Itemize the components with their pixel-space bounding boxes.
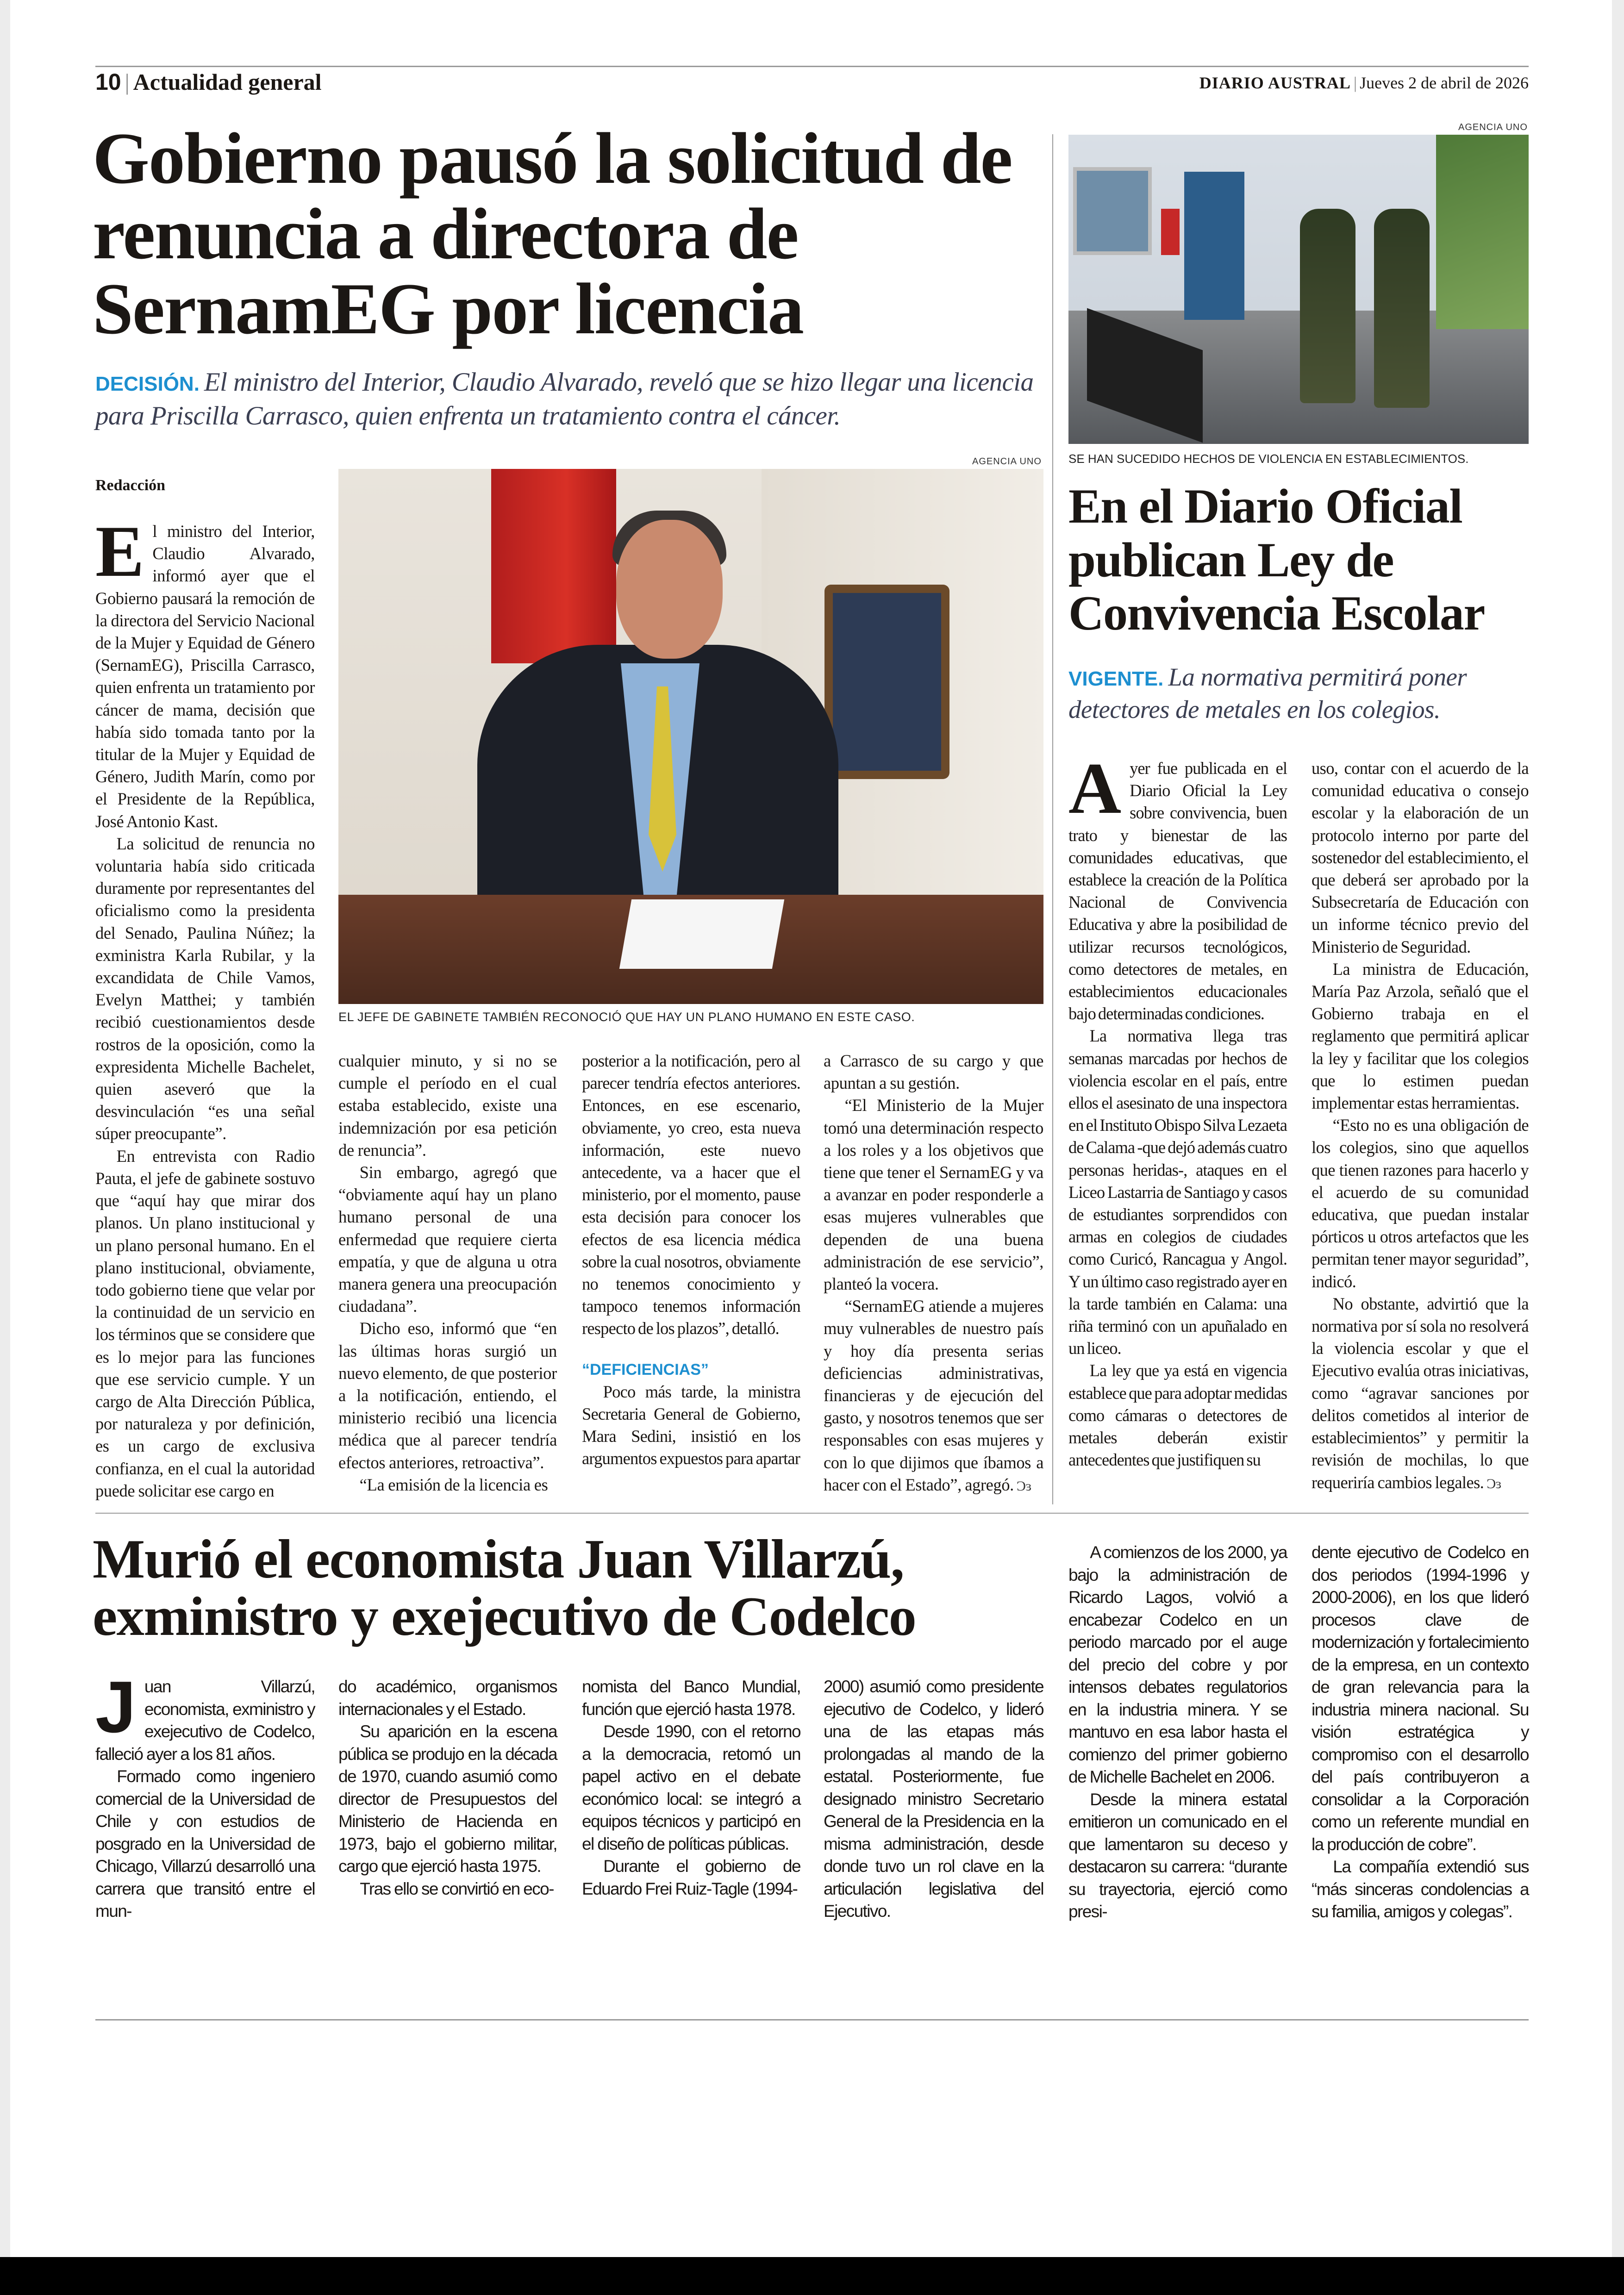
viewer-bottom-bar xyxy=(0,2257,1624,2295)
paragraph xyxy=(338,1317,557,1473)
paragraph xyxy=(582,1721,800,1855)
main-headline: Gobierno pausó la solicitud de renuncia a directora de SernamEG por licencia xyxy=(93,118,1012,350)
drop-cap: A xyxy=(1068,748,1122,829)
main-photo-caption: EL JEFE DE GABINETE TAMBIÉN RECONOCIÓ QUE HAY UN PLANO HUMANO EN ESTE CASO. xyxy=(338,1010,915,1024)
paragraph xyxy=(1312,757,1529,958)
paragraph-text: “La emisión de la licencia es xyxy=(359,1475,548,1494)
bottom-column-4 xyxy=(824,1676,1043,1923)
paragraph xyxy=(338,1050,557,1161)
page-edge-right xyxy=(1612,0,1624,2257)
bottom-column-5 xyxy=(1068,1541,1287,1923)
paragraph xyxy=(582,1050,800,1340)
right-photo-credit: AGENCIA UNO xyxy=(1458,122,1528,132)
bottom-column-6 xyxy=(1312,1541,1529,1923)
paragraph xyxy=(824,1050,1043,1094)
column-divider xyxy=(1052,134,1053,1504)
paragraph xyxy=(338,1161,557,1317)
paragraph-text: a Carrasco de su cargo y que apuntan a su gestión. xyxy=(824,1051,1043,1093)
right-deck xyxy=(1068,661,1531,726)
paragraph xyxy=(582,1855,800,1900)
right-kicker: VIGENTE. xyxy=(1068,667,1164,690)
paragraph-text: nomista del Banco Mundial, función que ejerció hasta 1978. xyxy=(582,1677,800,1719)
paragraph-text: uan Villarzú, economista, exministro y exejecutivo de Codelco, falleció ayer a los 81 años. xyxy=(95,1677,315,1764)
paragraph xyxy=(1068,1789,1287,1923)
paragraph-text: Formado como ingeniero comercial de la Universidad de Chile y con estudios de posgrado en la Universidad de Chicago, Villarzú desarrolló una carrera que transitó entre el mun- xyxy=(95,1767,315,1921)
paragraph xyxy=(1068,1025,1287,1360)
soldier-shape xyxy=(1300,209,1355,403)
subheading: “DEFICIENCIAS” xyxy=(582,1360,709,1378)
paragraph-text: Desde la minera estatal emitieron un comunicado en el que lamentaron su deceso y destacaron su carrera: “durante su trayectoria, ejerció como presi- xyxy=(1068,1790,1287,1921)
paragraph-text: Dicho eso, informó que “en las últimas horas surgió un nuevo elemento, de que posterior a la notificación, entiendo, el ministerio recibió una licencia médica que al parecer tendría efectos anteriores, retroactiva”. xyxy=(338,1319,557,1472)
paragraph-text: “El Ministerio de la Mujer tomó una determinación respecto a los roles y a los objetivos que tiene que tener el SernamEG y va a avanzar en poder responderle a esas mujeres vulnerables que dependen de una buena administración de ese servicio”, planteó la vocera. xyxy=(824,1096,1043,1294)
main-deck-text: El ministro del Interior, Claudio Alvarado, reveló que se hizo llegar una licencia para Priscilla Carrasco, quien enfrenta un tratamiento contra el cáncer. xyxy=(95,368,1034,430)
paragraph xyxy=(1312,1293,1529,1495)
header-rule xyxy=(95,66,1529,67)
paragraph-text: En entrevista con Radio Pauta, el jefe de gabinete sostuvo que “aquí hay que mirar dos planos. Un plano institucional y un plano personal humano. En el plano institucional, obviamente, todo gobierno tiene que velar por la continuidad de un servicio en los términos que se considere que es lo mejor para las funciones que ese servicio cumple. Y un cargo de Alta Dirección Pública, por naturaleza y por definición, es un cargo de exclusiva confianza, en el cual la autoridad puede solicitar ese cargo en xyxy=(95,1146,315,1500)
soldier-shape xyxy=(1374,209,1430,408)
paragraph-text: Poco más tarde, la ministra Secretaria General de Gobierno, Mara Sedini, insistió en los argumentos expuestos para apartar xyxy=(582,1382,800,1468)
right-column-1 xyxy=(1068,748,1287,1472)
paragraph-text: Su aparición en la escena pública se produjo en la década de 1970, cuando asumió como director de Presupuestos del Ministerio de Hacienda en 1973, bajo el gobierno militar, cargo que ejerció hasta 1975. xyxy=(338,1722,557,1876)
page-number: 10 xyxy=(95,69,121,95)
main-column-3 xyxy=(582,1050,800,1470)
paragraph xyxy=(338,1676,557,1721)
section-header: 10 | Actualidad general xyxy=(95,69,322,95)
right-column-2 xyxy=(1312,757,1529,1495)
main-column-1 xyxy=(95,511,315,1502)
end-of-article-icon: Ɔɜ xyxy=(1016,1478,1031,1494)
paragraph-text: do académico, organismos internacionales y el Estado. xyxy=(338,1677,557,1719)
bottom-rule xyxy=(95,2019,1529,2021)
paragraph-text: Sin embargo, agregó que “obviamente aquí hay un plano humano personal de una enfermedad que requiere cierta empatía, y que de alguna u otra manera genera una preocupación ciudadana”. xyxy=(338,1163,557,1316)
main-column-4 xyxy=(824,1050,1043,1497)
paragraph-text: Tras ello se convirtió en eco- xyxy=(360,1879,554,1898)
paragraph xyxy=(338,1878,557,1901)
byline: Redacción xyxy=(95,477,166,494)
main-photo xyxy=(338,469,1043,1004)
right-photo-caption: SE HAN SUCEDIDO HECHOS DE VIOLENCIA EN ESTABLECIMIENTOS. xyxy=(1068,452,1469,466)
paragraph xyxy=(1068,1360,1287,1471)
main-kicker: DECISIÓN. xyxy=(95,373,200,395)
main-deck xyxy=(95,366,1052,433)
page-edge-left xyxy=(0,0,10,2257)
paragraph-text: 2000) asumió como presidente ejecutivo de Codelco, y lideró una de las etapas más prolongadas al mando de la estatal. Posteriormente, fue designado ministro Secretario General de la Presidencia en la misma administración, desde donde tuvo un rol clave en la articulación legislativa del Ejecutivo. xyxy=(824,1677,1043,1921)
issue-date: Jueves 2 de abril de 2026 xyxy=(1360,74,1529,92)
main-photo-credit: AGENCIA UNO xyxy=(972,456,1042,467)
paragraph xyxy=(824,1295,1043,1497)
paragraph xyxy=(1068,1541,1287,1789)
newspaper-name: DIARIO AUSTRAL xyxy=(1199,74,1351,92)
paragraph-text: “Esto no es una obligación de los colegios, sino que aquellos que tienen razones para hacerlo y el acuerdo de su comunidad educativa, que puedan instalar pórticos u otros artefactos que les permitan tener mayor seguridad”, indicó. xyxy=(1312,1116,1529,1291)
paragraph-text: La ministra de Educación, María Paz Arzola, señaló que el Gobierno trabaja en el reglamento que permitirá aplicar la ley y facilitar que los colegios que lo estimen puedan implementar estas herramientas. xyxy=(1312,959,1529,1113)
flag-shape xyxy=(491,469,616,663)
paragraph-text: “SernamEG atiende a mujeres muy vulnerables de nuestro país y hoy día presenta serias deficiencias administrativas, financieras y de ejecución del gasto, y nosotros tenemos que ser responsables con esas mujeres y con lo que dijimos que íbamos a hacer con el Estado”, agregó. xyxy=(824,1297,1043,1494)
main-column-2 xyxy=(338,1050,557,1496)
paragraph xyxy=(582,1381,800,1470)
bottom-column-3 xyxy=(582,1676,800,1900)
section-name: Actualidad general xyxy=(133,69,322,95)
paragraph-text: Durante el gobierno de Eduardo Frei Ruiz-Tagle (1994- xyxy=(582,1857,800,1898)
paragraph xyxy=(1312,1541,1529,1856)
paragraph-text: yer fue publicada en el Diario Oficial la Ley sobre convivencia, buen trato y bienestar de las comunidades educativas, que establece la creación de la Política Nacional de Convivencia Educativa y abre la posibilidad de utilizar recursos tecnológicos, como detectores de metales, en establecimientos educacionales bajo determinadas condiciones. xyxy=(1068,759,1287,1023)
right-deck-text: La normativa permitirá poner detectores de metales en los colegios. xyxy=(1068,663,1467,724)
newspaper-header: DIARIO AUSTRAL | Jueves 2 de abril de 2026 xyxy=(1199,74,1529,92)
paragraph-text: La normativa llega tras semanas marcadas por hechos de violencia escolar en el país, entre ellos el asesinato de una inspectora en el Instituto Obispo Silva Lezaeta de Calama -que dejó además cuatro personas heridas-, ataques en el Liceo Lastarria de Santiago y casos de estudiantes sorprendidos con armas en colegios de ciudades como Curicó, Rancagua y Angol. Y un último caso registrado ayer en la tarde también en Calama: una riña terminó con un apuñalado en un liceo. xyxy=(1068,1026,1287,1358)
drop-cap: E xyxy=(95,511,144,592)
paragraph xyxy=(95,833,315,1145)
paragraph xyxy=(1312,958,1529,1114)
paragraph-text: Desde 1990, con el retorno a la democracia, retomó un papel activo en el debate económico local: se integró a equipos técnicos y participó en el diseño de políticas públicas. xyxy=(582,1722,800,1853)
paragraph-text: uso, contar con el acuerdo de la comunidad educativa o consejo escolar y la elaboración de un protocolo interno por parte del sostenedor del establecimiento, el que deberá ser aprobado por la Subsecretaría de Educación con un informe técnico previo del Ministerio de Seguridad. xyxy=(1312,759,1529,956)
paragraph xyxy=(95,1145,315,1502)
paragraph-text: l ministro del Interior, Claudio Alvarado, informó ayer que el Gobierno pausará la remoción de la directora del Servicio Nacional de la Mujer y Equidad de Género (SernamEG), Priscilla Carrasco, quien enfrenta un tratamiento por cáncer de mama, decisión que había sido tomada tanto por la titular de la Mujer y Equidad de Género, Judith Marín, como por el Presidente de la República, José Antonio Kast. xyxy=(95,522,315,831)
paragraph xyxy=(338,1721,557,1878)
bottom-column-1 xyxy=(95,1666,315,1923)
drop-cap: J xyxy=(95,1666,136,1748)
bottom-headline: Murió el economista Juan Villarzú, exministro y exejecutivo de Codelco xyxy=(93,1528,916,1647)
paragraph-text: La solicitud de renuncia no voluntaria había sido criticada duramente por representantes del oficialismo como la presidenta del Senado, Paulina Núñez; la exministra Karla Rubilar, y la excandidata de Chile Vamos, Evelyn Matthei; y también recibió cuestionamientos desde rostros de la oposición, como la expresidenta Michelle Bachelet, quien aseveró que la desvinculación “es una señal súper preocupante”. xyxy=(95,834,315,1143)
paragraph-text: No obstante, advirtió que la normativa por sí sola no resolverá la violencia escolar y que el Ejecutivo evalúa otras iniciativas, como “agravar sanciones por delitos cometidos al interior de establecimientos” y permitir la revisión de mochilas, lo que requeriría cambios legales. xyxy=(1312,1294,1529,1492)
paragraph-text: cualquier minuto, y si no se cumple el período en el cual estaba establecido, existe una indemnización por esa petición de renuncia”. xyxy=(338,1051,557,1160)
paragraph-text: dente ejecutivo de Codelco en dos periodos (1994-1996 y 2000-2006), en los que lideró procesos clave de modernización y fortalecimiento de la empresa, en un contexto de gran relevancia para la industria minera nacional. Su visión estratégica y compromiso con el desarrollo del país contribuyeron a consolidar a la Corporación como un referente mundial en la producción de cobre”. xyxy=(1312,1543,1529,1854)
right-headline: En el Diario Oficial publican Ley de Convivencia Escolar xyxy=(1068,479,1485,641)
paragraph xyxy=(824,1094,1043,1295)
paragraph xyxy=(582,1676,800,1721)
paragraph xyxy=(824,1676,1043,1923)
paragraph xyxy=(1312,1856,1529,1923)
bottom-column-2 xyxy=(338,1676,557,1900)
right-photo xyxy=(1068,135,1529,444)
paragraph-text: posterior a la notificación, pero al parecer tendría efectos anteriores. Entonces, en ese escenario, obviamente, yo creo, esta nueva información, este nuevo antecedente, va a hacer que el ministerio, por el momento, pause esta decisión para conocer los efectos de esa licencia médica sobre la cual nosotros, obviamente no tenemos conocimiento y tampoco tenemos información respecto de los plazos”, detalló. xyxy=(582,1051,800,1338)
article-separator xyxy=(95,1513,1529,1514)
paragraph-text: La ley que ya está en vigencia establece que para adoptar medidas como cámaras o detectores de metales deberán existir antecedentes que justifiquen su xyxy=(1068,1361,1287,1470)
paragraph xyxy=(338,1474,557,1496)
paragraph xyxy=(1312,1114,1529,1293)
end-of-article-icon: Ɔɜ xyxy=(1487,1476,1501,1491)
paragraph xyxy=(95,1765,315,1923)
paragraph-text: La compañía extendió sus “más sinceras condolencias a su familia, amigos y colegas”. xyxy=(1312,1857,1529,1921)
paragraph-text: A comienzos de los 2000, ya bajo la administración de Ricardo Lagos, volvió a encabezar Codelco en un periodo marcado por el auge del precio del cobre y por intensos debates regulatorios en la industria minera. Y se mantuvo en esa labor hasta el comienzo del primer gobierno de Michelle Bachelet en 2006. xyxy=(1068,1543,1287,1786)
